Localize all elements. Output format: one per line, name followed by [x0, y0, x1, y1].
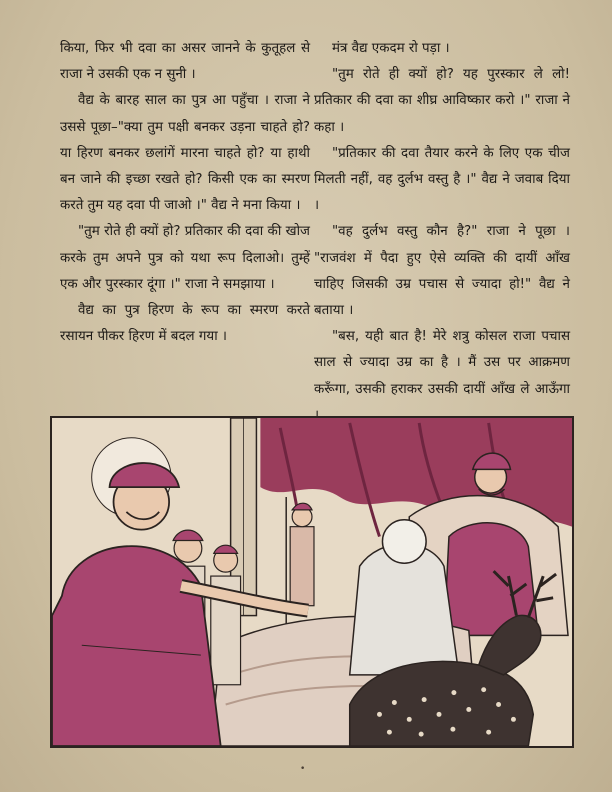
right-text-column: [314, 36, 570, 429]
right-paragraph-4: "वह दुर्लभ वस्तु कौन है?" राजा ने पूछा । "राजवंश में पैदा हुए ऐसे व्यक्ति की दायीं आँख चाहिए जिसकी उम्र पचास से ज्यादा हो!" वैद्य ने बताया ।: [314, 224, 570, 319]
left-paragraph-1: किया, फिर भी दवा का असर जानने के कुतूहल से राजा ने उसकी एक न सुनी ।: [60, 41, 310, 83]
right-paragraph-1: मंत्र वैद्य एकदम रो पड़ा ।: [332, 41, 450, 56]
left-paragraph-3: "तुम रोते ही क्यों हो? प्रतिकार की दवा की खोज करके तुम अपने पुत्र को यथा रूप दिलाओ। तुम्हें एक और पुरस्कार दूंगा ।" राजा ने समझाया ।: [60, 224, 310, 292]
right-paragraph-3: "प्रतिकार की दवा तैयार करने के लिए एक चीज मिलती नहीं, वह दुर्लभ वस्तु है ।" वैद्य ने जवाब दिया ।: [314, 145, 570, 214]
left-text-column: [60, 36, 310, 350]
left-paragraph-4: वैद्य का पुत्र हिरण के रूप का स्मरण करते रसायन पीकर हिरण में बदल गया ।: [60, 303, 310, 345]
right-paragraph-2: "तुम रोते ही क्यों हो? यह पुरस्कार ले लो! प्रतिकार की दवा का शीघ्र आविष्कार करो ।" राजा ने कहा ।: [314, 67, 570, 135]
page-mark: •: [300, 764, 306, 774]
illustration-physician-king-deer-icon: [52, 418, 572, 746]
right-paragraph-5: "बस, यही बात है! मेरे शत्रु कोसल राजा पचास साल से ज्यादा उम्र का है । मैं उस पर आक्रमण करूँगा, उसकी हराकर उसकी दायीं आँख ले आऊँगा: [314, 329, 570, 397]
story-illustration: [50, 416, 574, 748]
left-paragraph-2: वैद्य के बारह साल का पुत्र आ पहुँचा । राजा ने उससे पूछा–"क्या तुम पक्षी बनकर उड़ना चाहते हो? या हिरण बनकर छलांगें मारना चाहते हो? या हाथी बन जाने की इच्छा रखते हो? किसी एक का स्मरण करते तुम यह दवा पी जाओ ।" वैद्य ने मना किया ।: [60, 93, 310, 214]
